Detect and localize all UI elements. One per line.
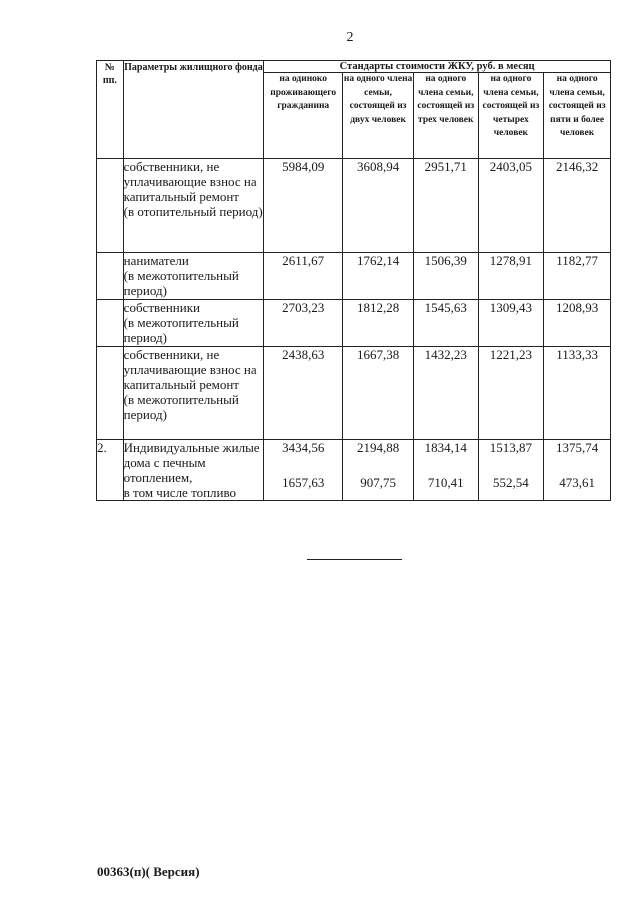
row-value: 1208,93 xyxy=(544,300,611,347)
row-value: 3608,94 xyxy=(343,159,414,253)
row-num xyxy=(97,159,124,253)
row-value: 1309,43 xyxy=(478,300,544,347)
row-value-cell xyxy=(544,440,611,501)
row-value: 3434,56 xyxy=(282,440,325,455)
row-value-fuel: 710,41 xyxy=(427,475,464,490)
row-param: собственники (в межотопительный период) xyxy=(123,300,264,347)
row-value-fuel: 552,54 xyxy=(493,475,529,490)
header-params: Параметры жилищного фонда xyxy=(123,61,264,159)
row-value: 2194,88 xyxy=(356,440,400,455)
row-value-cell xyxy=(413,440,478,501)
row-value: 2403,05 xyxy=(478,159,544,253)
table-row xyxy=(97,300,611,347)
row-num: 2. xyxy=(97,440,124,501)
row-param: собственники, не уплачивающие взнос на капитальный ремонт (в отопительный период) xyxy=(123,159,264,253)
header-row-main xyxy=(97,61,611,73)
row-value-cell xyxy=(343,440,414,501)
row-value: 2438,63 xyxy=(264,347,343,440)
cost-standards-table xyxy=(96,60,611,501)
table-row xyxy=(97,253,611,300)
row-value: 2611,67 xyxy=(264,253,343,300)
row-value: 1375,74 xyxy=(555,440,599,455)
header-col-4: на одного члена семьи, состоящей из четырех человек xyxy=(478,73,544,159)
header-col-5: на одного члена семьи, состоящей из пяти и более человек xyxy=(544,73,611,159)
table-row xyxy=(97,159,611,253)
row-value-cell xyxy=(264,440,343,501)
row-value: 1667,38 xyxy=(343,347,414,440)
row-value: 1182,77 xyxy=(544,253,611,300)
row-value: 1545,63 xyxy=(413,300,478,347)
row-value-cell xyxy=(478,440,544,501)
header-col-3: на одного члена семьи, состоящей из трех человек xyxy=(413,73,478,159)
row-num xyxy=(97,253,124,300)
row-value: 1513,87 xyxy=(489,440,533,455)
row-param: наниматели (в межотопительный период) xyxy=(123,253,264,300)
row-param: Индивидуальные жилые дома с печным отоплением, в том числе топливо xyxy=(123,440,264,501)
row-value: 1762,14 xyxy=(343,253,414,300)
header-num: № пп. xyxy=(97,61,124,159)
table-row xyxy=(97,440,611,501)
header-col-1: на одиноко проживающего гражданина xyxy=(264,73,343,159)
row-value-fuel: 1657,63 xyxy=(282,475,325,490)
row-value-fuel: 907,75 xyxy=(360,475,396,490)
header-group: Стандарты стоимости ЖКУ, руб. в месяц xyxy=(264,61,611,73)
page-number: 2 xyxy=(346,30,354,45)
footer-document-code: 00363(п)( Версия) xyxy=(97,864,200,879)
row-value: 1221,23 xyxy=(478,347,544,440)
row-value: 5984,09 xyxy=(264,159,343,253)
row-value: 2951,71 xyxy=(413,159,478,253)
closing-rule xyxy=(307,559,402,560)
row-value: 1834,14 xyxy=(424,440,467,455)
row-value-fuel: 473,61 xyxy=(559,475,595,490)
row-param: собственники, не уплачивающие взнос на капитальный ремонт (в межотопительный период) xyxy=(123,347,264,440)
row-value: 2703,23 xyxy=(264,300,343,347)
table-row xyxy=(97,347,611,440)
row-num xyxy=(97,300,124,347)
row-num xyxy=(97,347,124,440)
row-value: 1432,23 xyxy=(413,347,478,440)
row-value: 1278,91 xyxy=(478,253,544,300)
row-value: 1506,39 xyxy=(413,253,478,300)
row-value: 1812,28 xyxy=(343,300,414,347)
row-value: 2146,32 xyxy=(544,159,611,253)
row-value: 1133,33 xyxy=(544,347,611,440)
header-col-2: на одного члена семьи, состоящей из двух человек xyxy=(343,73,414,159)
